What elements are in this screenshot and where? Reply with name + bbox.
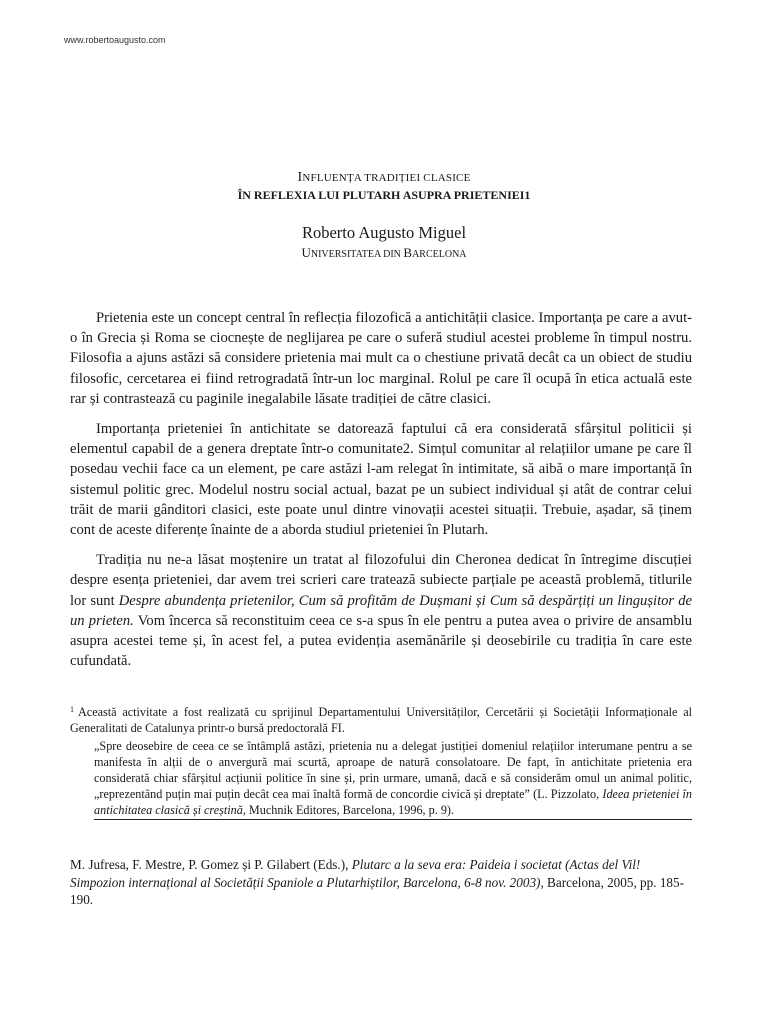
- author-affiliation: UNIVERSITATEA DIN BARCELONA: [301, 245, 467, 260]
- title-line-2: ÎN REFLEXIA LUI PLUTARH ASUPRA PRIETENIEI1: [237, 188, 531, 202]
- paragraph-1: Prietenia este un concept central în reflecția filozofică a antichității clasice. Importanța pe care a avut-o în Grecia și Roma se ciocnește de neglijarea pe care o suferă studiul acestei probleme în timpul nostru. Filosofia a ajuns astăzi să considere prietenia mai mult ca o chestiune privată decât ca un obiect de studiu filosofic, cercetarea ei fiind retrogradată într-un loc marginal. Rolul pe care îl ocupă în etica actuală este rar și contrastează cu paginile inegalabile lăsate tradiției de către clasici.: [70, 310, 692, 407]
- footnote-1: $^1$ Această activitate a fost realizată cu sprijinul Departamentului Universităților, Cercetării și Societății Informaționale al Generalitati de Catalunya printr-o bursă predoctorală FI.: [70, 705, 692, 735]
- site-url: www.robertoaugusto.com: [64, 35, 166, 45]
- author-name: Roberto Augusto Miguel: [301, 223, 467, 242]
- footnotes: [70, 702, 692, 820]
- title-block: [0, 170, 768, 261]
- footnote-2: „Spre deosebire de ceea ce se întâmplă astăzi, prietenia nu a delegat justiției domeniul relațiilor interumane pentru a se manifesta în alții de o anvergură mai scurtă, aproape de natură consolatoare. De fapt, în antichitate prietenia era considerată chiar sfârșitul acțiunii politice în sine și, prin urmare, umană, dacă e să considerăm omul un animal politic, „reprezentând puțin mai puțin decât cea mai înaltă formă de concordie civică și dreptate” (L. Pizzolato, Ideea prieteniei în antichitatea clasică și creștină, Muchnik Editores, Barcelona, 1996, p. 9).: [94, 738, 692, 820]
- bibliographic-reference: M. Jufresa, F. Mestre, P. Gomez și P. Gilabert (Eds.), Plutarc a la seva era: Paideia i societat (Actas del Vil! Simpozion internațional al Societății Spaniole a Plutarhiștilor, Barcelona, 6-8 nov. 2003), Barcelona, 2005, pp. 185-190.: [70, 857, 685, 907]
- body-text: [70, 308, 692, 681]
- paragraph-3: Tradiția nu ne-a lăsat moștenire un tratat al filozofului din Cheronea dedicat în întregime discuției despre esența prieteniei, dar avem trei scrieri care tratează subiecte parțiale pe această problemă, titlurile lor sunt Despre abundența prietenilor, Cum să profităm de Dușmani și Cum să despărțiți un lingușitor de un prieten. Vom încerca să reconstituim ceea ce s-a spus în ele pentru a putea avea o privire de ansamblu asupra acestei teme și, în acest fel, a putea evidenția asemănările și deosebirile cu tradiția în care este cufundată.: [70, 552, 692, 670]
- title-line-1: INFLUENȚA TRADIȚIEI CLASICE: [297, 170, 471, 185]
- paragraph-2: Importanța prieteniei în antichitate se datorează faptului că era considerată sfârșitul politicii și elementul capabil de a genera dreptate într-o comunitate2. Simțul comunitar al relațiilor umane pe care îl posedau vechii face ca un element, pe care astăzi l-am relegat în intimitate, să aibă o mare importanță în sistemul politic grec. Modelul nostru social actual, bazat pe un subiect individual și atât de contrar celui trăit de marii gânditori clasici, este poate unul dintre vinovații acestei situații. Trebuie, așadar, să ținem cont de aceste diferențe înainte de a aborda studiul prieteniei în Plutarh.: [70, 421, 692, 539]
